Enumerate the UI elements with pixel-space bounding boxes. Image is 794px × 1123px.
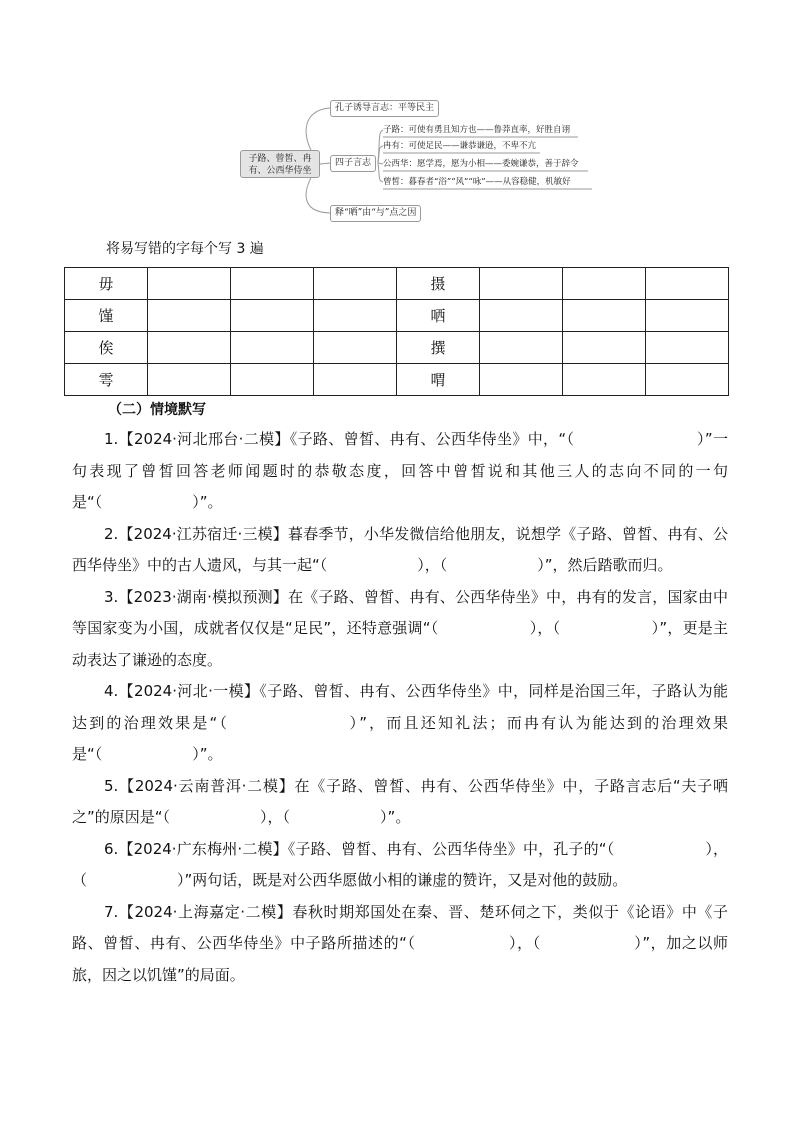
grid-cell[interactable] (480, 332, 563, 364)
grid-cell[interactable] (231, 300, 314, 332)
question-3: 3.【2023·湖南·模拟预测】在《子路、曾皙、冉有、公西华侍坐》中，冉有的发言，国家由中等国家变为小国，成就者仅仅是“足民”，还特意强调“（ ），（ ）”，更是主动表达了谦逊的态度。 (72, 587, 728, 669)
grid-char: 摄 (397, 268, 480, 300)
grid-cell[interactable] (148, 300, 231, 332)
grid-cell[interactable] (148, 364, 231, 396)
grid-cell[interactable] (314, 332, 397, 364)
grid-row (65, 268, 729, 300)
writing-instruction: 将易写错的字每个写 3 遍 (106, 241, 264, 257)
grid-cell[interactable] (646, 332, 729, 364)
grid-char: 喟 (397, 364, 480, 396)
mind-map-branch-inducement: 孔子诱导言志：平等民主 (330, 100, 439, 117)
grid-cell[interactable] (231, 332, 314, 364)
mind-map-branch-four-disciples: 四子言志 (330, 155, 376, 172)
grid-cell[interactable] (563, 332, 646, 364)
grid-char: 雩 (65, 364, 148, 396)
mind-map-leaf-ranyou: 冉有：可使足民——谦恭谦逊，不卑不亢 (383, 141, 537, 151)
grid-cell[interactable] (480, 268, 563, 300)
section-title: （二）情境默写 (108, 402, 206, 418)
grid-cell[interactable] (646, 268, 729, 300)
question-1: 1.【2024·河北邢台·二模】《子路、曾皙、冉有、公西华侍坐》中，“（ ）”一句表现了曾皙回答老师闻题时的恭敬态度，回答中曾皙说和其他三人的志向不同的一句是“（ ）”。 (72, 430, 728, 511)
grid-cell[interactable] (563, 364, 646, 396)
grid-cell[interactable] (646, 364, 729, 396)
grid-cell[interactable] (480, 364, 563, 396)
grid-cell[interactable] (480, 300, 563, 332)
grid-cell[interactable] (148, 332, 231, 364)
grid-row (65, 364, 729, 396)
question-6: 6.【2024·广东梅州·二模】《子路、曾皙、冉有、公西华侍坐》中，孔子的“（ ），（ ）”两句话，既是对公西华愿做小相的谦虚的赞许，又是对他的鼓励。 (72, 839, 728, 889)
grid-cell[interactable] (563, 300, 646, 332)
question-list (72, 424, 728, 991)
mind-map-branch-smile-reason: 释“哂”由“与”点之因 (330, 205, 421, 222)
grid-cell[interactable] (563, 268, 646, 300)
mind-map-leaf-gongxihua: 公西华：愿学焉，愿为小相——委婉谦恭，善于辞令 (383, 159, 579, 169)
question-5: 5.【2024·云南普洱·二模】在《子路、曾皙、冉有、公西华侍坐》中，子路言志后“夫子哂之”的原因是“（ ），（ ）”。 (72, 776, 728, 826)
mind-map-leaf-zilu: 子路：可使有勇且知方也——鲁莽直率，好胜自诩 (383, 125, 571, 135)
grid-cell[interactable] (314, 268, 397, 300)
grid-row (65, 332, 729, 364)
grid-char: 俟 (65, 332, 148, 364)
grid-char: 哂 (397, 300, 480, 332)
grid-cell[interactable] (314, 300, 397, 332)
grid-cell[interactable] (231, 268, 314, 300)
question-4: 4.【2024·河北·一模】《子路、曾皙、冉有、公西华侍坐》中，同样是治国三年，子路认为能达到的治理效果是“（ ）”，而且还知礼法；而冉有认为能达到的治理效果是“（ ）”。 (72, 682, 728, 763)
mind-map-leaf-zengxi: 曾皙：暮春者“浴”“风”“咏”——从容稳健，机敏好 (383, 177, 571, 187)
mind-map-connectors (0, 0, 794, 240)
mind-map (0, 0, 794, 240)
question-2: 2.【2024·江苏宿迁·三模】暮春季节，小华发微信给他朋友，说想学《子路、曾皙、冉有、公西华侍坐》中的古人遗风，与其一起“（ ），（ ）”，然后踏歌而归。 (72, 524, 728, 574)
grid-row (65, 300, 729, 332)
grid-cell[interactable] (231, 364, 314, 396)
grid-char: 馑 (65, 300, 148, 332)
grid-cell[interactable] (646, 300, 729, 332)
grid-cell[interactable] (148, 268, 231, 300)
grid-char: 毋 (65, 268, 148, 300)
question-7: 7.【2024·上海嘉定·二模】春秋时期郑国处在秦、晋、楚环伺之下，类似于《论语》中《子路、曾皙、冉有、公西华侍坐》中子路所描述的“（ ），（ ）”，加之以师旅，因之以饥馑”的局面。 (72, 902, 728, 984)
grid-cell[interactable] (314, 364, 397, 396)
writing-practice-grid (64, 267, 729, 396)
mind-map-root: 子路、曾皙、冉有、公西华侍坐 (240, 150, 320, 178)
grid-char: 撰 (397, 332, 480, 364)
